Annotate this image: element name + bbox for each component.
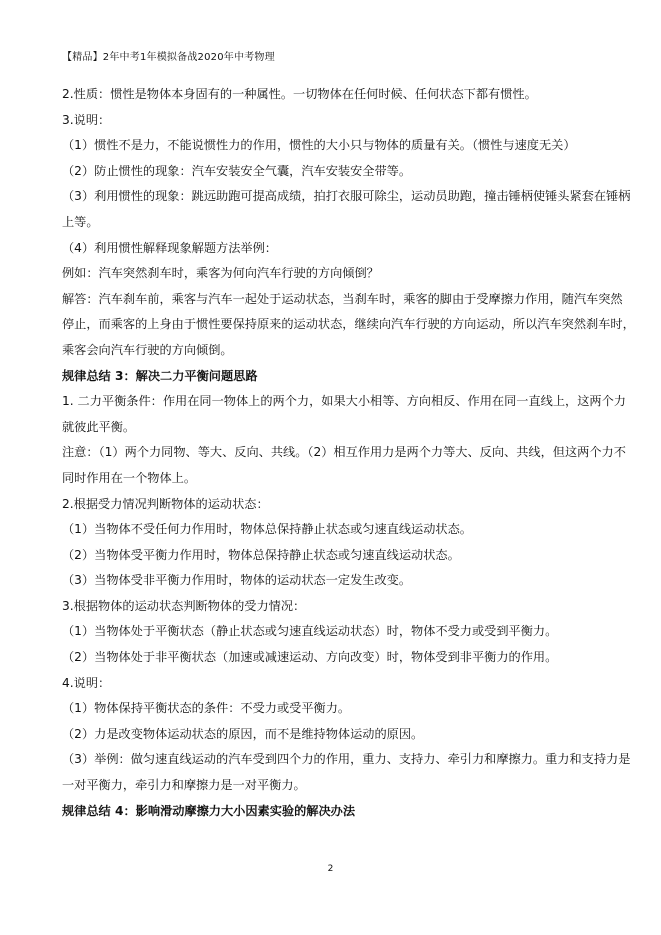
text-line: 2.性质：惯性是物体本身固有的一种属性。一切物体在任何时候、任何状态下都有惯性。 bbox=[62, 87, 537, 101]
text-line: 3.说明： bbox=[62, 112, 111, 127]
text-line: 3.根据物体的运动状态判断物体的受力情况： bbox=[62, 598, 306, 613]
text-line: （1）当物体不受任何力作用时，物体总保持静止状态或匀速直线运动状态。 bbox=[62, 522, 472, 537]
text-line: 注意：（1）两个力同物、等大、反向、共线。（2）相互作用力是两个力等大、反向、共线，但这两个力不 bbox=[62, 445, 626, 460]
page-header: 【精品】2年中考1年模拟备战2020年中考物理 bbox=[62, 52, 275, 63]
text-line: 停止，而乘客的上身由于惯性要保持原来的运动状态，继续向汽车行驶的方向运动，所以汽车突然刹车时， bbox=[62, 317, 635, 332]
text-line: （2）当物体处于非平衡状态（加速或减速运动、方向改变）时，物体受到非平衡力的作用。 bbox=[62, 650, 558, 665]
text-line: 2.根据受力情况判断物体的运动状态： bbox=[62, 496, 269, 511]
text-line: 解答：汽车刹车前，乘客与汽车一起处于运动状态，当刹车时，乘客的脚由于受摩擦力作用，随汽车突然 bbox=[62, 291, 623, 306]
text-line: （2）当物体受平衡力作用时，物体总保持静止状态或匀速直线运动状态。 bbox=[62, 547, 460, 562]
document-body bbox=[62, 82, 635, 824]
text-line: （2）力是改变物体运动状态的原因，而不是维持物体运动的原因。 bbox=[62, 726, 424, 741]
text-line: 同时作用在一个物体上。 bbox=[62, 470, 197, 485]
text-line: （3）利用惯性的现象：跳远助跑可提高成绩，拍打衣服可除尘，运动员助跑，撞击锤柄使锤头紧套在锤柄 bbox=[62, 189, 631, 204]
text-line: 一对平衡力，牵引力和摩擦力是一对平衡力。 bbox=[62, 778, 306, 793]
section-heading: 规律总结 4：影响滑动摩擦力大小因素实验的解决办法 bbox=[62, 803, 356, 818]
text-line: （3）当物体受非平衡力作用时，物体的运动状态一定发生改变。 bbox=[62, 573, 412, 588]
text-line: 乘客会向汽车行驶的方向倾倒。 bbox=[62, 342, 233, 357]
text-line: （1）物体保持平衡状态的条件：不受力或受平衡力。 bbox=[62, 701, 351, 716]
text-line: （1）当物体处于平衡状态（静止状态或匀速直线运动状态）时，物体不受力或受到平衡力。 bbox=[62, 624, 558, 639]
text-line: 上等。 bbox=[62, 214, 99, 229]
text-line: （1）惯性不是力，不能说惯性力的作用，惯性的大小只与物体的质量有关。（惯性与速度无关） bbox=[62, 138, 576, 153]
section-heading: 规律总结 3：解决二力平衡问题思路 bbox=[62, 368, 258, 383]
text-line: （2）防止惯性的现象：汽车安装安全气囊，汽车安装安全带等。 bbox=[62, 163, 412, 178]
text-line: （4）利用惯性解释现象解题方法举例： bbox=[62, 240, 277, 255]
text-line: 例如：汽车突然刹车时，乘客为何向汽车行驶的方向倾倒？ bbox=[62, 266, 379, 281]
text-line: 1. 二力平衡条件：作用在同一物体上的两个力，如果大小相等、方向相反、作用在同一直线上，这两个力 bbox=[62, 394, 626, 409]
text-line: （3）举例：做匀速直线运动的汽车受到四个力的作用，重力、支持力、牵引力和摩擦力。重力和支持力是 bbox=[62, 752, 631, 767]
text-line: 就彼此平衡。 bbox=[62, 419, 136, 434]
page-number: 2 bbox=[327, 864, 334, 874]
text-line: 4.说明： bbox=[62, 675, 111, 690]
